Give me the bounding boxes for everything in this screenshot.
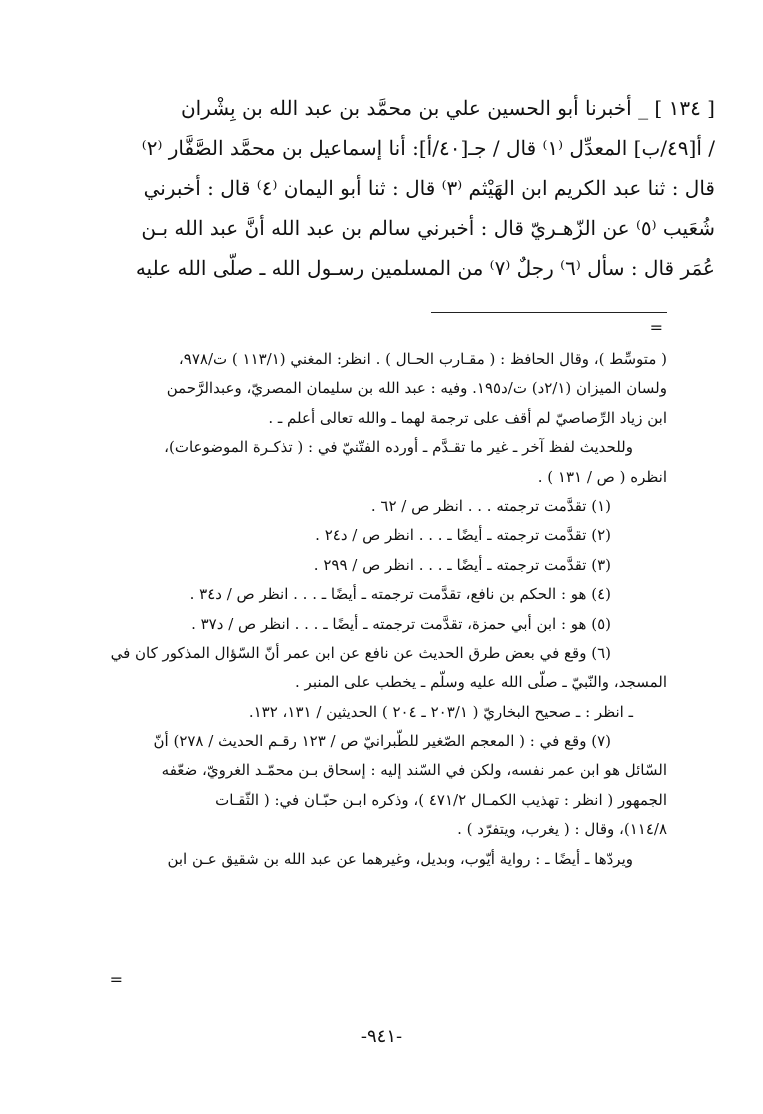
main-line: [ ١٣٤ ] _ أخبرنا أبو الحسين علي بن محمَّد بن عبد الله بن بِشْران [180, 96, 715, 120]
footnote-line: وللحديث لفظ آخر ـ غير ما تقـدَّم ـ أورده الفتّنيّ في : ( تذكـرة الموضوعات)، [164, 438, 633, 457]
footnote-line: ١١٤/٨)، وقال : ( يغرب، ويتفرّد ) . [457, 820, 667, 839]
footnote-line: ابن زياد الرِّصاصيّ لم أقف على ترجمة لهما ـ والله تعالى أعلم ـ . [268, 408, 667, 427]
main-line: عُمَر قال : سأل ⁽٦⁾ رجلٌ ⁽٧⁾ من المسلمين رسـول الله ـ صلّى الله عليه [135, 256, 715, 280]
main-line: شُعَيب ⁽٥⁾ عن الزّهـريّ قال : أخبرني سالم بن عبد الله أنَّ عبد الله بـن [141, 216, 715, 240]
footnote-line: (١) تقدَّمت ترجمته . . . انظر ص / ٦٢ . [370, 496, 611, 515]
footnote-line: ولسان الميزان (٢/١د) ت/د١٩٥. وفيه : عبد الله بن سليمان المصريّ، وعبدالرَّحمن [166, 379, 667, 398]
footnote-line: (٥) هو : ابن أبي حمزة، تقدَّمت ترجمته ـ أيضًا ـ . . . انظر ص / د٣٧ . [191, 614, 611, 633]
main-line: قال : ثنا عبد الكريم ابن الهَيْثم ⁽٣⁾ قال : ثنا أبو اليمان ⁽٤⁾ قال : أخبرني [143, 176, 715, 200]
footnote-line: (٣) تقدَّمت ترجمته ـ أيضًا ـ . . . انظر ص / ٢٩٩ . [313, 555, 611, 574]
continuation-mark: = [649, 318, 663, 337]
footnote-line: ـ انظر : ـ صحيح البخاريّ ( ٢٠٣/١ ـ ٢٠٤ ) الحديثين / ١٣١، ١٣٢. [248, 702, 633, 721]
footnote-line: السّائل هو ابن عمر نفسه، ولكن في السّند إليه : إسحاق بـن محمّـد الغرويّ، ضعّفه [161, 761, 667, 780]
footnote-divider [431, 312, 667, 313]
footnote-line: (٧) وقع في : ( المعجم الصّغير للطّبرانيّ ص / ١٢٣ رقـم الحديث / ٢٧٨) أنّ [153, 732, 611, 751]
footnote-line: المسجد، والنّبيّ ـ صلّى الله عليه وسلّم ـ يخطب على المنبر . [295, 673, 667, 692]
footnote-line: ويردّها ـ أيضًا ـ : رواية أيّوب، وبديل، وغيرهما عن عبد الله بن شقيق عـن ابن [167, 849, 633, 868]
footnote-line: انظره ( ص / ١٣١ ) . [537, 467, 667, 486]
main-line: / أ[٤٩/ب] المعدِّل ⁽١⁾ قال / جـ[٤٠/أ]: أنا إسماعيل بن محمَّد الصَّفَّار ⁽٢⁾ [141, 136, 715, 160]
footnote-line: الجمهور ( انظر : تهذيب الكمـال ٤٧١/٢ )، وذكره ابـن حبّـان في: ( الثّقـات [215, 790, 667, 809]
footnotes [67, 345, 667, 874]
footnote-line: (٦) وقع في بعض طرق الحديث عن نافع عن ابن عمر أنّ السّؤال المذكور كان في [110, 643, 611, 662]
footnote-line: (٤) هو : الحكم بن نافع، تقدَّمت ترجمته ـ أيضًا ـ . . . انظر ص / د٣٤ . [189, 585, 611, 604]
end-continuation-mark: = [109, 970, 123, 989]
footnote-line: (٢) تقدَّمت ترجمته ـ أيضًا ـ . . . انظر ص / د٢٤ . [315, 526, 611, 545]
page-number: -٩٤١- [360, 1026, 403, 1047]
footnote-line: ( متوسِّط )، وقال الحافظ : ( مقـارب الحـال ) . انظر: المغني (١١٣/١ ) ت/٩٧٨، [178, 350, 667, 368]
hadith-text [65, 88, 715, 288]
